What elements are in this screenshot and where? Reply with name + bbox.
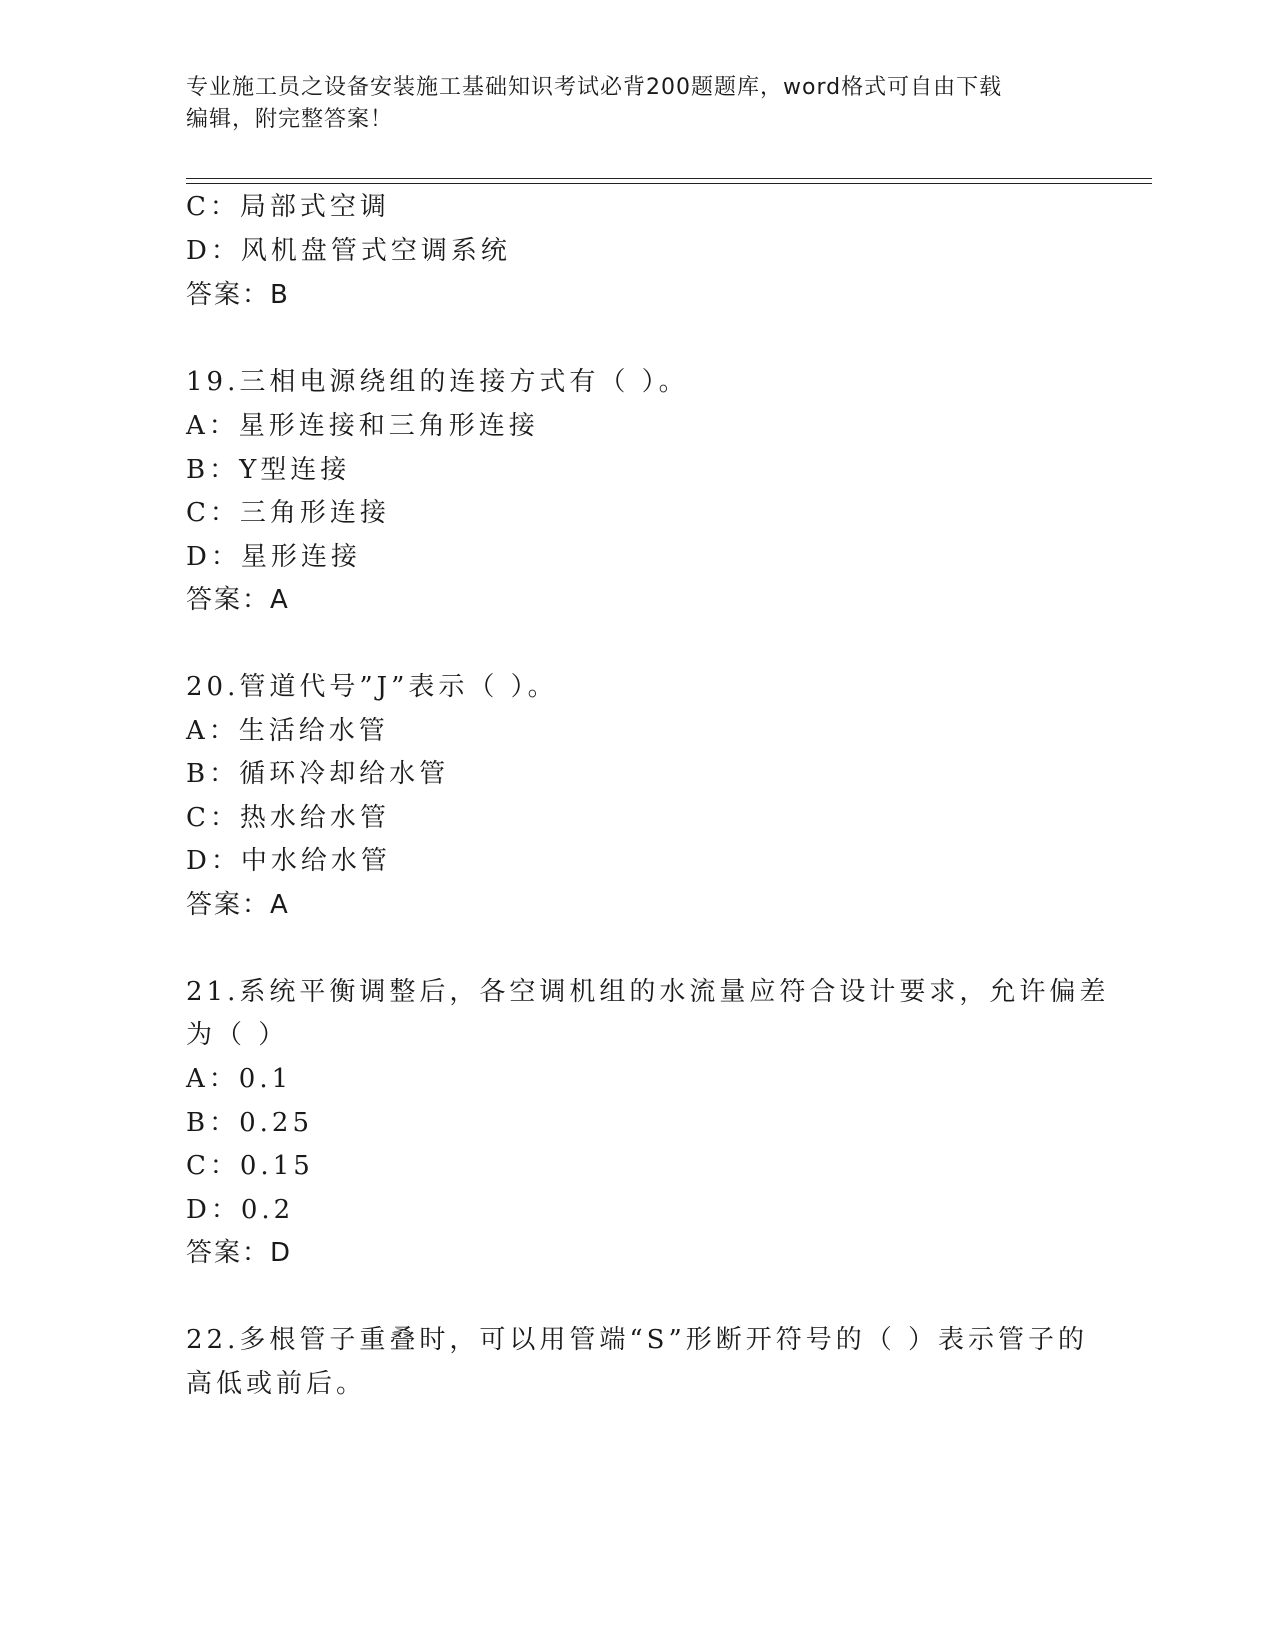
q19-answer: 答案：A (186, 585, 290, 615)
q20-option-c: C：热水给水管 (186, 803, 390, 833)
header-divider-bottom (186, 183, 1152, 184)
q20-option-a: A：生活给水管 (186, 716, 389, 746)
q21-option-c: C：0.15 (186, 1151, 314, 1181)
q20-option-b: B：循环冷却给水管 (186, 759, 450, 789)
header-title-line-1: 专业施工员之设备安装施工基础知识考试必背200题题库，word格式可自由下载 (186, 75, 1003, 100)
header-title-line-2: 编辑，附完整答案！ (186, 107, 394, 132)
q19-option-c: C：三角形连接 (186, 498, 390, 528)
q21-question-line-1: 21.系统平衡调整后，各空调机组的水流量应符合设计要求，允许偏差 (186, 977, 1110, 1007)
q18-answer: 答案：B (186, 280, 290, 310)
q19-option-b: B：Y型连接 (186, 455, 351, 485)
q20-answer: 答案：A (186, 890, 290, 920)
q19-question: 19.三相电源绕组的连接方式有（ ）。 (186, 367, 689, 397)
q22-question-line-1: 22.多根管子重叠时，可以用管端“S”形断开符号的（ ）表示管子的 (186, 1325, 1089, 1355)
q22-question-line-2: 高低或前后。 (186, 1369, 367, 1399)
q21-answer: 答案：D (186, 1238, 293, 1268)
q21-option-a: A：0.1 (186, 1064, 293, 1094)
q21-option-d: D：0.2 (186, 1195, 295, 1225)
q18-option-d: D：风机盘管式空调系统 (186, 236, 511, 266)
q18-option-c: C：局部式空调 (186, 192, 390, 222)
header-divider-top (186, 178, 1152, 179)
q20-option-d: D：中水给水管 (186, 846, 391, 876)
document-header (186, 72, 1086, 136)
q19-option-d: D：星形连接 (186, 542, 361, 572)
q21-question-line-2: 为（ ） (186, 1020, 289, 1050)
q20-question: 20.管道代号”J”表示（ ）。 (186, 672, 558, 702)
q21-option-b: B：0.25 (186, 1108, 313, 1138)
q19-option-a: A：星形连接和三角形连接 (186, 411, 539, 441)
